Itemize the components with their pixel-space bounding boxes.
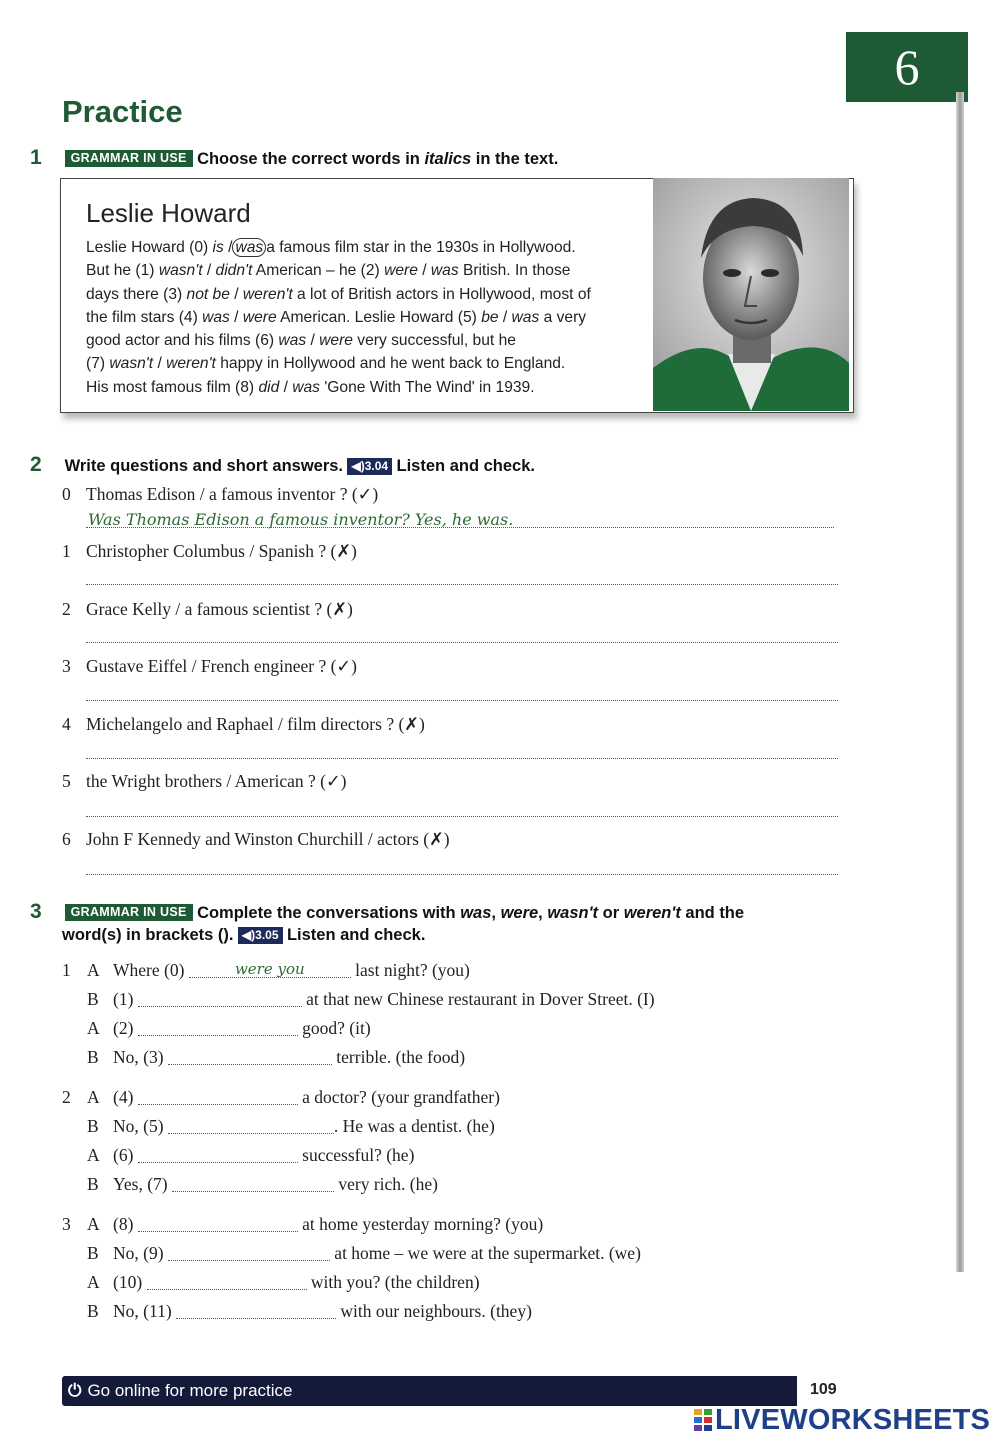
liveworksheets-text: LIVEWORKSHEETS (715, 1404, 991, 1436)
ex3-grammar-tag: GRAMMAR IN USE (65, 904, 193, 921)
ex2-instruction: Write questions and short answers. (64, 457, 344, 475)
answer-blank-4[interactable] (138, 1089, 298, 1105)
speaker-icon: ◀) (241, 928, 256, 942)
ex3-number: 3 (30, 900, 42, 923)
conv-line: A (6) successful? (he) (87, 1145, 415, 1165)
unit-number-tab: 6 (846, 32, 968, 102)
ex2-item-2: 2 Grace Kelly / a famous scientist ? (✗) (62, 599, 353, 619)
ex3-instruction-line2: word(s) in brackets (). (62, 926, 234, 944)
ex2-item-0: 0 Thomas Edison / a famous inventor ? (✓) (62, 484, 379, 504)
reading-text (86, 236, 646, 399)
ex2-answer-line-2[interactable] (86, 642, 838, 643)
ex1-grammar-tag: GRAMMAR IN USE (65, 150, 193, 167)
ex3-header (30, 900, 744, 924)
answer-blank-3[interactable] (168, 1049, 332, 1065)
reading-line-2: But he (1) wasn't / didn't American – he (2) were / was British. In those (86, 262, 571, 280)
conv-line: 3 A (8) at home yesterday morning? (you) (62, 1214, 544, 1234)
liveworksheets-brand (694, 1404, 990, 1437)
answer-blank-7[interactable] (172, 1176, 334, 1192)
online-practice-banner[interactable] (62, 1376, 797, 1406)
ex3-header-line2 (62, 926, 425, 945)
answer-blank-1[interactable] (138, 991, 302, 1007)
ex2-answer-line-3[interactable] (86, 700, 838, 701)
ex2-answer-line-6[interactable] (86, 874, 838, 875)
answer-blank-5[interactable] (168, 1118, 334, 1134)
ex2-listen: Listen and check. (396, 457, 535, 475)
ex1-header (30, 146, 558, 170)
leslie-howard-portrait (653, 178, 849, 411)
reading-line-6: (7) wasn't / weren't happy in Hollywood and he went back to England. (86, 355, 566, 373)
ex3-listen: Listen and check. (286, 926, 426, 944)
conv-line: B Yes, (7) very rich. (he) (87, 1174, 438, 1194)
liveworksheets-logo-icon (694, 1406, 712, 1428)
ex3-instruction-line1: Complete the conversations with was, were, wasn't or weren't and the (197, 904, 745, 922)
reading-line-4: the film stars (4) was / were American. Leslie Howard (5) be / was a very (86, 308, 587, 326)
audio-track-badge-2[interactable]: ◀)3.05 (238, 927, 283, 944)
conv-line: 2 A (4) a doctor? (your grandfather) (62, 1087, 500, 1107)
conv-line: 1 A Where (0) were you last night? (you) (62, 960, 470, 980)
page-number: 109 (810, 1381, 837, 1398)
answer-blank-8[interactable] (138, 1216, 298, 1232)
answer-blank-10[interactable] (147, 1274, 307, 1290)
conv-line: B No, (3) terrible. (the food) (87, 1047, 466, 1067)
answer-blank-2[interactable] (138, 1020, 298, 1036)
reading-line-5: good actor and his films (6) was / were very successful, but he (86, 332, 516, 350)
ex2-item-6: 6 John F Kennedy and Winston Churchill / actors (✗) (62, 829, 450, 849)
ex2-answer-line-4[interactable] (86, 758, 838, 759)
conv-line: B No, (5) . He was a dentist. (he) (87, 1116, 495, 1136)
ex2-answer-line-5[interactable] (86, 816, 838, 817)
conv-line: A (10) with you? (the children) (87, 1272, 480, 1292)
power-icon: ⏻ (68, 1381, 82, 1400)
answer-blank-9[interactable] (168, 1245, 330, 1261)
reading-line-1: Leslie Howard (0) is / was a famous film star in the 1930s in Hollywood. (86, 239, 576, 256)
page-edge-rule (956, 92, 964, 1272)
conv-line: B No, (9) at home – we were at the supermarket. (we) (87, 1243, 641, 1263)
answer-blank-6[interactable] (138, 1147, 298, 1163)
ex2-item-3: 3 Gustave Eiffel / French engineer ? (✓) (62, 656, 357, 676)
reading-line-3: days there (3) not be / weren't a lot of British actors in Hollywood, most of (86, 285, 591, 303)
reading-title: Leslie Howard (86, 198, 251, 228)
ex2-answer-line-0[interactable] (86, 527, 834, 528)
circled-answer[interactable]: was (232, 238, 266, 257)
page-title: Practice (62, 94, 183, 129)
answer-blank-11[interactable] (176, 1303, 336, 1319)
ex2-item-5: 5 the Wright brothers / American ? (✓) (62, 771, 347, 791)
conv-line: B (1) at that new Chinese restaurant in Dover Street. (I) (87, 989, 655, 1009)
ex2-header (30, 453, 535, 477)
reading-line-7: His most famous film (8) did / was 'Gone With The Wind' in 1939. (86, 378, 535, 396)
ex2-answer-0: Was Thomas Edison a famous inventor? Yes, he was. (88, 510, 514, 529)
answer-blank-0[interactable]: were you (189, 962, 351, 978)
ex2-number: 2 (30, 453, 42, 476)
conv-line: B No, (11) with our neighbours. (they) (87, 1301, 532, 1321)
ex2-answer-line-1[interactable] (86, 584, 838, 585)
audio-track-badge[interactable]: ◀)3.04 (347, 458, 392, 475)
conv-line: A (2) good? (it) (87, 1018, 371, 1038)
ex1-number: 1 (30, 146, 42, 169)
ex2-item-4: 4 Michelangelo and Raphael / film directors ? (✗) (62, 714, 425, 734)
ex1-instruction: Choose the correct words in italics in the text. (197, 150, 559, 168)
ex2-item-1: 1 Christopher Columbus / Spanish ? (✗) (62, 541, 357, 561)
speaker-icon: ◀) (351, 459, 365, 473)
online-practice-text: Go online for more practice (87, 1381, 293, 1400)
